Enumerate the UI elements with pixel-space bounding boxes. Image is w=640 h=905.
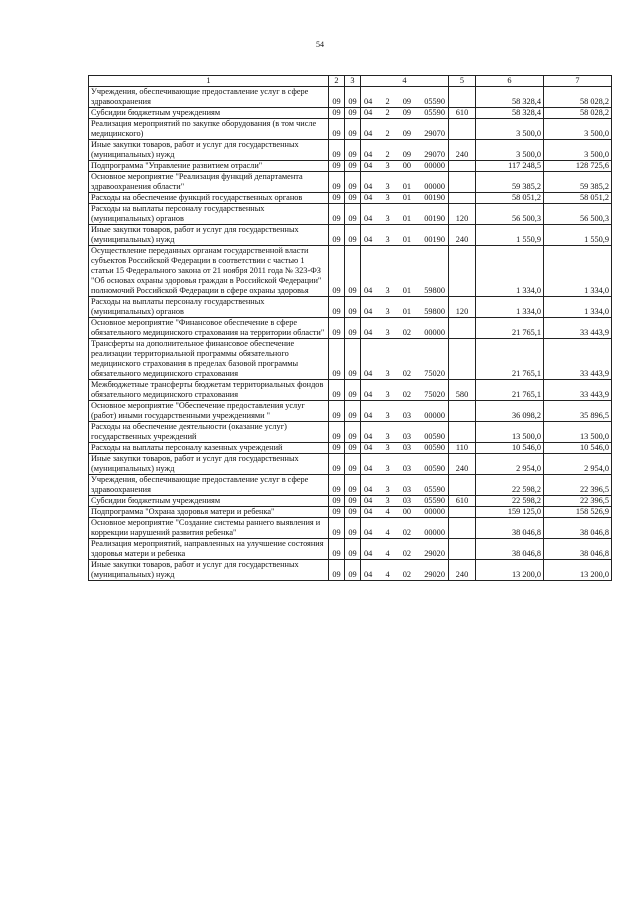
amount-col7: 1 334,0 — [544, 297, 612, 318]
target-article-code — [361, 475, 449, 496]
activity-code: 03 — [402, 432, 412, 441]
program-code: 04 — [364, 528, 373, 537]
subprogram-code: 3 — [385, 161, 390, 170]
direction-code: 75020 — [424, 390, 445, 399]
activity-code: 02 — [402, 528, 412, 537]
amount-col7: 128 725,6 — [544, 161, 612, 172]
expense-type-code — [449, 87, 476, 108]
direction-code: 00000 — [424, 328, 445, 337]
subsection-code: 09 — [345, 140, 361, 161]
row-name: Подпрограмма "Охрана здоровья матери и ребенка" — [89, 507, 329, 518]
subsection-code: 09 — [345, 401, 361, 422]
program-code: 04 — [364, 214, 373, 223]
subprogram-code: 2 — [385, 150, 390, 159]
program-code: 04 — [364, 390, 373, 399]
table-row — [89, 172, 612, 193]
program-code: 04 — [364, 193, 373, 202]
table-body — [89, 87, 612, 581]
amount-col6: 58 328,4 — [476, 87, 544, 108]
program-code: 04 — [364, 369, 373, 378]
subprogram-code: 3 — [385, 432, 390, 441]
subprogram-code: 2 — [385, 129, 390, 138]
row-name: Основное мероприятие "Обеспечение предоставления услуг (работ) иными государственными учреждениями " — [89, 401, 329, 422]
section-code: 09 — [329, 172, 345, 193]
row-name: Иные закупки товаров, работ и услуг для государственных (муниципальных) нужд — [89, 560, 329, 581]
section-code: 09 — [329, 380, 345, 401]
table-header-row — [89, 76, 612, 87]
target-article-code — [361, 246, 449, 297]
target-article-code — [361, 318, 449, 339]
expense-type-code — [449, 475, 476, 496]
amount-col7: 3 500,0 — [544, 119, 612, 140]
subsection-code: 09 — [345, 454, 361, 475]
amount-col6: 2 954,0 — [476, 454, 544, 475]
target-article-code — [361, 140, 449, 161]
expense-type-code — [449, 401, 476, 422]
amount-col6: 3 500,0 — [476, 119, 544, 140]
section-code: 09 — [329, 119, 345, 140]
expense-type-code: 120 — [449, 297, 476, 318]
amount-col6: 1 334,0 — [476, 297, 544, 318]
header-cell: 7 — [544, 76, 612, 87]
target-article-code — [361, 119, 449, 140]
row-name: Основное мероприятие "Создание системы раннего выявления и коррекции нарушений развития ребенка" — [89, 518, 329, 539]
header-cell: 1 — [89, 76, 329, 87]
activity-code: 09 — [402, 108, 412, 117]
row-name: Основное мероприятие "Финансовое обеспечение в сфере обязательного медицинского страхования на территории области" — [89, 318, 329, 339]
subprogram-code: 3 — [385, 390, 390, 399]
subprogram-code: 3 — [385, 182, 390, 191]
subsection-code: 09 — [345, 225, 361, 246]
row-name: Субсидии бюджетным учреждениям — [89, 108, 329, 119]
subprogram-code: 3 — [385, 485, 390, 494]
budget-table — [88, 75, 612, 581]
row-name: Иные закупки товаров, работ и услуг для государственных (муниципальных) нужд — [89, 140, 329, 161]
expense-type-code — [449, 507, 476, 518]
expense-type-code: 240 — [449, 140, 476, 161]
amount-col7: 158 526,9 — [544, 507, 612, 518]
subsection-code: 09 — [345, 539, 361, 560]
amount-col6: 58 328,4 — [476, 108, 544, 119]
subprogram-code: 3 — [385, 328, 390, 337]
activity-code: 02 — [402, 570, 412, 579]
amount-col6: 3 500,0 — [476, 140, 544, 161]
expense-type-code: 580 — [449, 380, 476, 401]
activity-code: 00 — [402, 161, 412, 170]
direction-code: 00190 — [424, 214, 445, 223]
row-name: Расходы на выплаты персоналу казенных учреждений — [89, 443, 329, 454]
amount-col7: 35 896,5 — [544, 401, 612, 422]
section-code: 09 — [329, 454, 345, 475]
subsection-code: 09 — [345, 518, 361, 539]
expense-type-code — [449, 318, 476, 339]
target-article-code — [361, 380, 449, 401]
subprogram-code: 3 — [385, 307, 390, 316]
table-row — [89, 560, 612, 581]
activity-code: 01 — [402, 286, 412, 295]
direction-code: 05590 — [424, 97, 445, 106]
amount-col7: 10 546,0 — [544, 443, 612, 454]
table-row — [89, 339, 612, 380]
section-code: 09 — [329, 87, 345, 108]
table-row — [89, 87, 612, 108]
amount-col6: 159 125,0 — [476, 507, 544, 518]
table-row — [89, 475, 612, 496]
table-row — [89, 246, 612, 297]
target-article-code — [361, 518, 449, 539]
subprogram-code: 2 — [385, 97, 390, 106]
program-code: 04 — [364, 411, 373, 420]
target-article-code — [361, 108, 449, 119]
program-code: 04 — [364, 443, 373, 452]
table-row — [89, 380, 612, 401]
table-row — [89, 539, 612, 560]
amount-col6: 117 248,5 — [476, 161, 544, 172]
section-code: 09 — [329, 422, 345, 443]
amount-col7: 2 954,0 — [544, 454, 612, 475]
direction-code: 00590 — [424, 432, 445, 441]
subsection-code: 09 — [345, 161, 361, 172]
target-article-code — [361, 560, 449, 581]
table-row — [89, 119, 612, 140]
activity-code: 02 — [402, 328, 412, 337]
subsection-code: 09 — [345, 475, 361, 496]
row-name: Учреждения, обеспечивающие предоставление услуг в сфере здравоохранения — [89, 87, 329, 108]
amount-col6: 38 046,8 — [476, 518, 544, 539]
row-name: Субсидии бюджетным учреждениям — [89, 496, 329, 507]
amount-col6: 36 098,2 — [476, 401, 544, 422]
amount-col7: 33 443,9 — [544, 318, 612, 339]
subsection-code: 09 — [345, 297, 361, 318]
amount-col6: 13 200,0 — [476, 560, 544, 581]
direction-code: 29070 — [424, 150, 445, 159]
amount-col7: 59 385,2 — [544, 172, 612, 193]
amount-col7: 13 200,0 — [544, 560, 612, 581]
subsection-code: 09 — [345, 318, 361, 339]
activity-code: 09 — [402, 97, 412, 106]
subsection-code: 09 — [345, 87, 361, 108]
expense-type-code — [449, 539, 476, 560]
subprogram-code: 3 — [385, 193, 390, 202]
subprogram-code: 3 — [385, 214, 390, 223]
table-row — [89, 422, 612, 443]
subsection-code: 09 — [345, 204, 361, 225]
row-name: Межбюджетные трансферты бюджетам территориальных фондов обязательного медицинского страхования — [89, 380, 329, 401]
subsection-code: 09 — [345, 172, 361, 193]
program-code: 04 — [364, 570, 373, 579]
section-code: 09 — [329, 204, 345, 225]
table-row — [89, 225, 612, 246]
amount-col7: 13 500,0 — [544, 422, 612, 443]
subsection-code: 09 — [345, 246, 361, 297]
section-code: 09 — [329, 108, 345, 119]
expense-type-code: 610 — [449, 496, 476, 507]
amount-col7: 58 051,2 — [544, 193, 612, 204]
activity-code: 02 — [402, 549, 412, 558]
subsection-code: 09 — [345, 422, 361, 443]
section-code: 09 — [329, 507, 345, 518]
target-article-code — [361, 87, 449, 108]
amount-col7: 58 028,2 — [544, 108, 612, 119]
expense-type-code — [449, 422, 476, 443]
activity-code: 00 — [402, 507, 412, 516]
program-code: 04 — [364, 286, 373, 295]
row-name: Подпрограмма "Управление развитием отрасли" — [89, 161, 329, 172]
subsection-code: 09 — [345, 380, 361, 401]
expense-type-code — [449, 119, 476, 140]
expense-type-code: 240 — [449, 454, 476, 475]
table-row — [89, 518, 612, 539]
amount-col6: 1 334,0 — [476, 246, 544, 297]
amount-col7: 22 396,5 — [544, 475, 612, 496]
amount-col6: 1 550,9 — [476, 225, 544, 246]
target-article-code — [361, 507, 449, 518]
amount-col6: 21 765,1 — [476, 380, 544, 401]
program-code: 04 — [364, 464, 373, 473]
section-code: 09 — [329, 193, 345, 204]
amount-col6: 58 051,2 — [476, 193, 544, 204]
program-code: 04 — [364, 328, 373, 337]
target-article-code — [361, 539, 449, 560]
activity-code: 03 — [402, 464, 412, 473]
header-cell: 2 — [329, 76, 345, 87]
table-row — [89, 108, 612, 119]
expense-type-code — [449, 172, 476, 193]
target-article-code — [361, 172, 449, 193]
row-name: Расходы на обеспечение деятельности (оказание услуг) государственных учреждений — [89, 422, 329, 443]
subprogram-code: 4 — [385, 528, 390, 537]
activity-code: 01 — [402, 307, 412, 316]
subprogram-code: 3 — [385, 464, 390, 473]
subsection-code: 09 — [345, 193, 361, 204]
header-cell: 5 — [449, 76, 476, 87]
section-code: 09 — [329, 539, 345, 560]
target-article-code — [361, 422, 449, 443]
subprogram-code: 4 — [385, 507, 390, 516]
amount-col7: 1 550,9 — [544, 225, 612, 246]
activity-code: 09 — [402, 150, 412, 159]
direction-code: 29070 — [424, 129, 445, 138]
amount-col7: 58 028,2 — [544, 87, 612, 108]
amount-col6: 38 046,8 — [476, 539, 544, 560]
direction-code: 05590 — [424, 108, 445, 117]
amount-col6: 21 765,1 — [476, 318, 544, 339]
amount-col6: 21 765,1 — [476, 339, 544, 380]
direction-code: 59800 — [424, 307, 445, 316]
subsection-code: 09 — [345, 119, 361, 140]
direction-code: 00000 — [424, 161, 445, 170]
subsection-code: 09 — [345, 443, 361, 454]
section-code: 09 — [329, 339, 345, 380]
amount-col6: 13 500,0 — [476, 422, 544, 443]
target-article-code — [361, 225, 449, 246]
table-row — [89, 204, 612, 225]
subsection-code: 09 — [345, 560, 361, 581]
direction-code: 59800 — [424, 286, 445, 295]
activity-code: 03 — [402, 485, 412, 494]
subprogram-code: 3 — [385, 443, 390, 452]
program-code: 04 — [364, 507, 373, 516]
direction-code: 00590 — [424, 464, 445, 473]
amount-col6: 22 598,2 — [476, 475, 544, 496]
program-code: 04 — [364, 496, 373, 505]
direction-code: 00590 — [424, 443, 445, 452]
section-code: 09 — [329, 401, 345, 422]
page-number: 54 — [316, 40, 324, 49]
target-article-code — [361, 339, 449, 380]
section-code: 09 — [329, 560, 345, 581]
activity-code: 02 — [402, 390, 412, 399]
table-row — [89, 454, 612, 475]
subsection-code: 09 — [345, 496, 361, 507]
amount-col6: 22 598,2 — [476, 496, 544, 507]
activity-code: 02 — [402, 369, 412, 378]
activity-code: 03 — [402, 496, 412, 505]
target-article-code — [361, 297, 449, 318]
program-code: 04 — [364, 307, 373, 316]
section-code: 09 — [329, 297, 345, 318]
direction-code: 00000 — [424, 528, 445, 537]
target-article-code — [361, 204, 449, 225]
amount-col7: 33 443,9 — [544, 380, 612, 401]
row-name: Реализация мероприятий по закупке оборудования (в том числе медицинского) — [89, 119, 329, 140]
amount-col6: 10 546,0 — [476, 443, 544, 454]
row-name: Иные закупки товаров, работ и услуг для государственных (муниципальных) нужд — [89, 225, 329, 246]
section-code: 09 — [329, 161, 345, 172]
activity-code: 01 — [402, 193, 412, 202]
table-row — [89, 443, 612, 454]
amount-col7: 3 500,0 — [544, 140, 612, 161]
program-code: 04 — [364, 97, 373, 106]
direction-code: 29020 — [424, 549, 445, 558]
subprogram-code: 3 — [385, 369, 390, 378]
expense-type-code — [449, 339, 476, 380]
activity-code: 01 — [402, 214, 412, 223]
direction-code: 05590 — [424, 496, 445, 505]
subprogram-code: 3 — [385, 235, 390, 244]
direction-code: 75020 — [424, 369, 445, 378]
activity-code: 03 — [402, 443, 412, 452]
row-name: Основное мероприятие "Реализация функций департамента здравоохранения области" — [89, 172, 329, 193]
row-name: Трансферты на дополнительное финансовое обеспечение реализации территориальной программы обязательного медицинского страхования в пределах базовой программы обязательного медицинского страхования — [89, 339, 329, 380]
amount-col6: 59 385,2 — [476, 172, 544, 193]
direction-code: 00000 — [424, 182, 445, 191]
table-row — [89, 297, 612, 318]
section-code: 09 — [329, 140, 345, 161]
program-code: 04 — [364, 485, 373, 494]
program-code: 04 — [364, 432, 373, 441]
subprogram-code: 3 — [385, 496, 390, 505]
section-code: 09 — [329, 518, 345, 539]
expense-type-code: 240 — [449, 560, 476, 581]
program-code: 04 — [364, 150, 373, 159]
program-code: 04 — [364, 129, 373, 138]
table-row — [89, 401, 612, 422]
section-code: 09 — [329, 496, 345, 507]
activity-code: 03 — [402, 411, 412, 420]
subprogram-code: 3 — [385, 411, 390, 420]
subprogram-code: 3 — [385, 286, 390, 295]
subprogram-code: 4 — [385, 570, 390, 579]
row-name: Расходы на выплаты персоналу государственных (муниципальных) органов — [89, 297, 329, 318]
activity-code: 01 — [402, 182, 412, 191]
row-name: Реализация мероприятий, направленных на улучшение состояния здоровья матери и ребенка — [89, 539, 329, 560]
subsection-code: 09 — [345, 507, 361, 518]
subprogram-code: 2 — [385, 108, 390, 117]
section-code: 09 — [329, 318, 345, 339]
amount-col7: 56 500,3 — [544, 204, 612, 225]
amount-col7: 1 334,0 — [544, 246, 612, 297]
expense-type-code: 110 — [449, 443, 476, 454]
subsection-code: 09 — [345, 108, 361, 119]
direction-code: 00190 — [424, 193, 445, 202]
amount-col7: 38 046,8 — [544, 518, 612, 539]
direction-code: 05590 — [424, 485, 445, 494]
header-cell: 4 — [361, 76, 449, 87]
row-name: Расходы на обеспечение функций государственных органов — [89, 193, 329, 204]
amount-col6: 56 500,3 — [476, 204, 544, 225]
direction-code: 00000 — [424, 411, 445, 420]
program-code: 04 — [364, 549, 373, 558]
target-article-code — [361, 193, 449, 204]
amount-col7: 38 046,8 — [544, 539, 612, 560]
target-article-code — [361, 401, 449, 422]
direction-code: 29020 — [424, 570, 445, 579]
table-row — [89, 161, 612, 172]
target-article-code — [361, 443, 449, 454]
subprogram-code: 4 — [385, 549, 390, 558]
target-article-code — [361, 161, 449, 172]
expense-type-code — [449, 246, 476, 297]
section-code: 09 — [329, 443, 345, 454]
amount-col7: 33 443,9 — [544, 339, 612, 380]
row-name: Осуществление переданных органам государственной власти субъектов Российской Федерации в соответствии с частью 1 статьи 15 Федерального закона от 21 ноября 2011 года № 323-ФЗ "Об основах охраны здоровья граждан в Российской Федерации" полномочий Российской Федерации в сфере охраны здоровья — [89, 246, 329, 297]
row-name: Учреждения, обеспечивающие предоставление услуг в сфере здравоохранения — [89, 475, 329, 496]
header-cell: 6 — [476, 76, 544, 87]
expense-type-code: 610 — [449, 108, 476, 119]
program-code: 04 — [364, 235, 373, 244]
expense-type-code — [449, 518, 476, 539]
program-code: 04 — [364, 161, 373, 170]
direction-code: 00190 — [424, 235, 445, 244]
direction-code: 00000 — [424, 507, 445, 516]
expense-type-code — [449, 161, 476, 172]
subsection-code: 09 — [345, 339, 361, 380]
activity-code: 01 — [402, 235, 412, 244]
section-code: 09 — [329, 246, 345, 297]
activity-code: 09 — [402, 129, 412, 138]
program-code: 04 — [364, 108, 373, 117]
expense-type-code — [449, 193, 476, 204]
expense-type-code: 120 — [449, 204, 476, 225]
header-cell: 3 — [345, 76, 361, 87]
table-row — [89, 507, 612, 518]
table-row — [89, 193, 612, 204]
target-article-code — [361, 496, 449, 507]
table-row — [89, 318, 612, 339]
target-article-code — [361, 454, 449, 475]
row-name: Расходы на выплаты персоналу государственных (муниципальных) органов — [89, 204, 329, 225]
program-code: 04 — [364, 182, 373, 191]
section-code: 09 — [329, 225, 345, 246]
section-code: 09 — [329, 475, 345, 496]
expense-type-code: 240 — [449, 225, 476, 246]
table-row — [89, 140, 612, 161]
row-name: Иные закупки товаров, работ и услуг для государственных (муниципальных) нужд — [89, 454, 329, 475]
amount-col7: 22 396,5 — [544, 496, 612, 507]
table-row — [89, 496, 612, 507]
